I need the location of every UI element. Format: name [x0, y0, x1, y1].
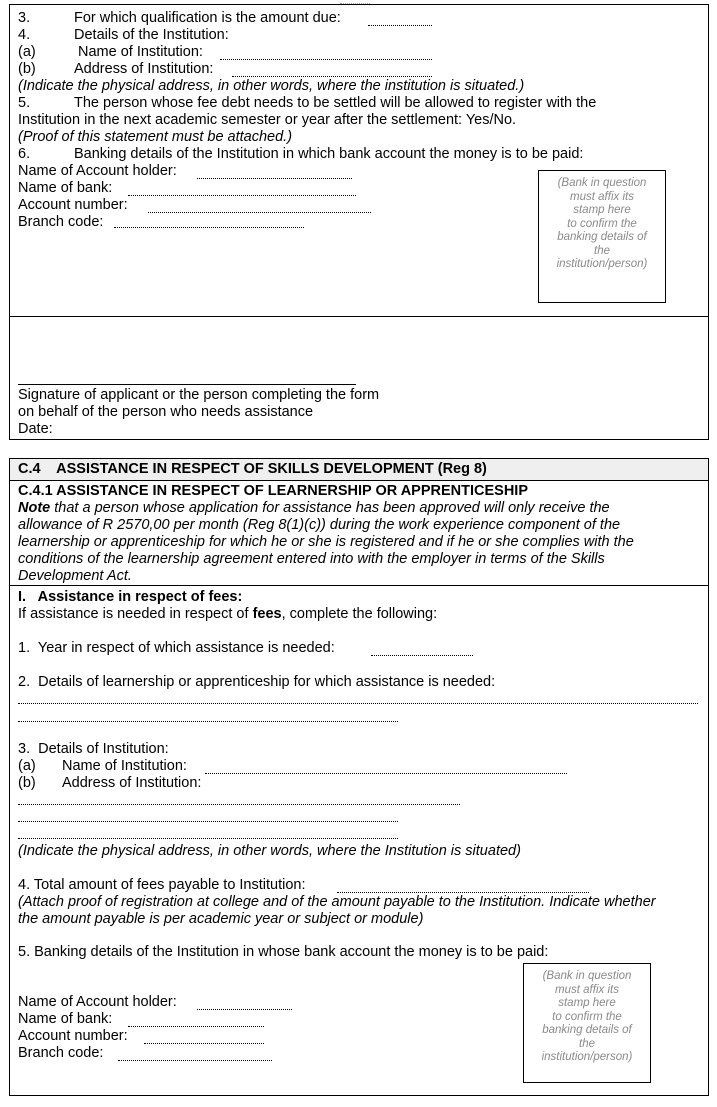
stamp-text: banking details of — [557, 231, 647, 243]
signature-line[interactable] — [18, 384, 356, 385]
bank-stamp-box — [538, 170, 666, 303]
stamp-text: to confirm the — [567, 217, 637, 230]
learnership-details-field-2[interactable] — [18, 721, 398, 722]
institution-name-label: Name of Institution: — [78, 44, 203, 60]
stamp-text: (Bank in question — [557, 177, 647, 189]
year-field[interactable] — [371, 655, 473, 656]
stamp-text: the — [594, 244, 610, 257]
fees-account-number-field[interactable] — [144, 1043, 264, 1044]
c4-header: C.4 ASSISTANCE IN RESPECT OF SKILLS DEVELOPMENT (Reg 8) — [18, 461, 487, 477]
institution-address-field[interactable] — [232, 76, 432, 77]
fees-institution-name-field[interactable] — [205, 773, 567, 774]
section-c4 — [9, 458, 709, 1096]
fees-account-holder-field[interactable] — [197, 1009, 292, 1010]
attach-note-line2: the amount payable is per academic year or subject or module) — [18, 911, 424, 927]
fees-item-b-label: (b) — [18, 775, 36, 791]
fees-intro-post: , complete the following: — [281, 606, 438, 622]
fees-q3-label: 3. Details of Institution: — [18, 741, 169, 757]
fees-q5-label: 5. Banking details of the Institution in whose bank account the money is to be paid: — [18, 944, 549, 960]
institution-name-field[interactable] — [220, 59, 432, 60]
fees-bank-stamp-box — [523, 963, 651, 1083]
c41-note-line3: learnership or apprenticeship for which he or she is registered and if he or she complies with the — [18, 534, 634, 550]
bank-name-field[interactable] — [128, 195, 356, 196]
branch-code-label: Branch code: — [18, 214, 104, 230]
c41-note-line2: allowance of R 2570,00 per month (Reg 8(1)(c)) during the work experience component of the — [18, 517, 621, 533]
signature-label-line1: Signature of applicant or the person completing the form — [18, 387, 380, 403]
fees-bank-name-field[interactable] — [128, 1026, 264, 1027]
physical-address-note: (Indicate the physical address, in other words, where the institution is situated.) — [18, 78, 525, 94]
note-text: that a person whose application for assistance has been approved will only receive the — [50, 500, 610, 516]
fees-intro-bold: fees — [252, 606, 282, 622]
c41-note-line4: conditions of the learnership agreement entered into with the employer in terms of the Skills — [18, 551, 605, 567]
fees-intro-pre: If assistance is needed in respect of — [18, 606, 253, 622]
fees-intro — [18, 606, 437, 623]
c41-sub-header: C.4.1 ASSISTANCE IN RESPECT OF LEARNERSHIP OR APPRENTICESHIP — [18, 483, 528, 499]
item-a-label: (a) — [18, 44, 36, 60]
section-institution-details — [9, 4, 709, 317]
fees-bank-name-label: Name of bank: — [18, 1011, 113, 1027]
q6-number: 6. — [18, 146, 31, 162]
stamp-text: must affix its — [570, 190, 634, 203]
fees-branch-code-label: Branch code: — [18, 1045, 104, 1061]
fees-address-field-2[interactable] — [18, 821, 398, 822]
stamp-text: the — [579, 1037, 595, 1050]
institution-address-label: Address of Institution: — [74, 61, 214, 77]
q5-line2: Institution in the next academic semester or year after the settlement: Yes/No. — [18, 112, 517, 128]
stamp-text: stamp here — [573, 204, 631, 216]
q5-line1: The person whose fee debt needs to be settled will be allowed to register with the — [74, 95, 597, 111]
account-holder-field[interactable] — [197, 178, 352, 179]
branch-code-field[interactable] — [114, 227, 304, 228]
account-number-field[interactable] — [148, 212, 371, 213]
q3-number: 3. — [18, 10, 31, 26]
account-holder-label: Name of Account holder: — [18, 163, 177, 179]
fees-heading: I. Assistance in respect of fees: — [18, 589, 243, 605]
c41-note-line5: Development Act. — [18, 568, 132, 584]
fees-account-holder-label: Name of Account holder: — [18, 994, 177, 1010]
date-label: Date: — [18, 421, 53, 437]
stamp-text: must affix its — [555, 983, 619, 996]
c41-divider — [10, 585, 708, 586]
item-b-label: (b) — [18, 61, 36, 77]
stamp-text: institution/person) — [541, 1051, 633, 1063]
q6-label: Banking details of the Institution in which bank account the money is to be paid: — [74, 146, 584, 162]
fees-address-field-1[interactable] — [18, 804, 460, 805]
attach-note-line1: (Attach proof of registration at college and of the amount payable to the Institution. Indicate whether — [18, 894, 656, 910]
stamp-text: (Bank in question — [542, 970, 632, 982]
q4-number: 4. — [18, 27, 31, 43]
q5-number: 5. — [18, 95, 31, 111]
fees-institution-address-label: Address of Institution: — [62, 775, 202, 791]
fees-branch-code-field[interactable] — [118, 1060, 272, 1061]
fees-institution-name-label: Name of Institution: — [62, 758, 187, 774]
account-number-label: Account number: — [18, 197, 128, 213]
bank-name-label: Name of bank: — [18, 180, 113, 196]
qualification-field[interactable] — [368, 25, 432, 26]
stamp-text: stamp here — [558, 997, 616, 1009]
fees-q4-label: 4. Total amount of fees payable to Institution: — [18, 877, 306, 893]
c4-header-bar — [10, 459, 708, 481]
fees-q1-label: 1. Year in respect of which assistance is needed: — [18, 640, 335, 656]
learnership-details-field-1[interactable] — [18, 703, 698, 704]
note-bold: Note — [18, 500, 51, 516]
signature-label-line2: on behalf of the person who needs assistance — [18, 404, 314, 420]
q3-label: For which qualification is the amount due: — [74, 10, 341, 26]
stamp-text: institution/person) — [556, 258, 648, 270]
c41-note-line1 — [18, 500, 610, 517]
fees-address-field-3[interactable] — [18, 838, 398, 839]
fees-physical-address-note: (Indicate the physical address, in other words, where the Institution is situated) — [18, 843, 521, 859]
fees-item-a-label: (a) — [18, 758, 36, 774]
fees-account-number-label: Account number: — [18, 1028, 128, 1044]
fees-q2-label: 2. Details of learnership or apprenticeship for which assistance is needed: — [18, 674, 496, 690]
total-fees-field[interactable] — [337, 892, 589, 893]
stamp-text: banking details of — [542, 1024, 632, 1036]
section-signature — [9, 316, 709, 440]
proof-note: (Proof of this statement must be attached.) — [18, 129, 293, 145]
q4-label: Details of the Institution: — [74, 27, 229, 43]
stamp-text: to confirm the — [552, 1010, 622, 1023]
